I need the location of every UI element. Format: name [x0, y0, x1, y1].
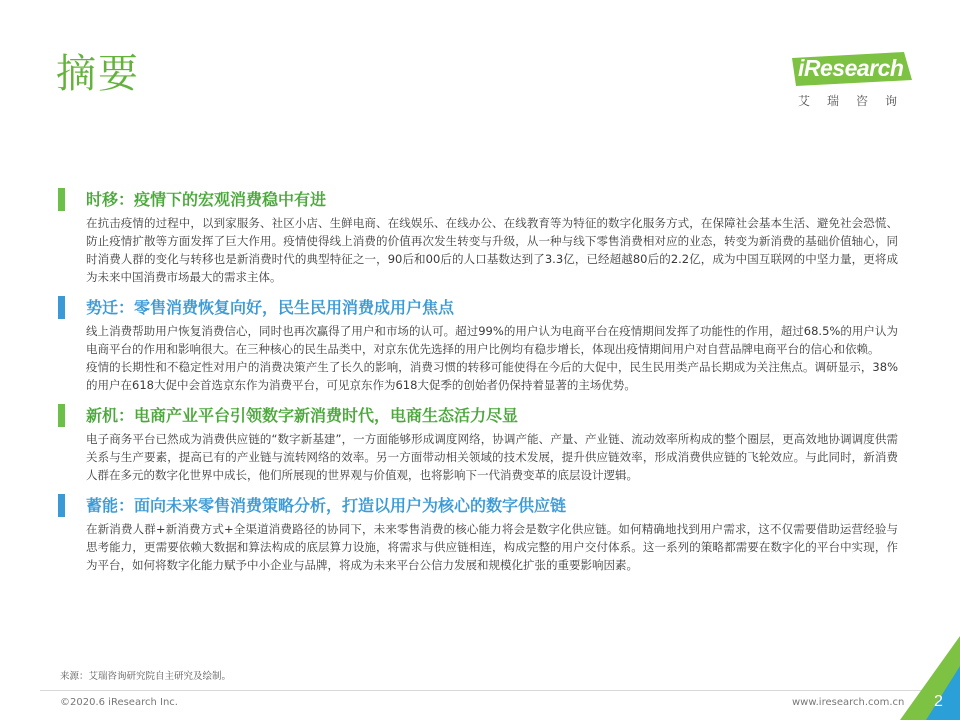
section-body: 线上消费帮助用户恢复消费信心，同时也再次赢得了用户和市场的认可。超过99%的用户认为电商平台在疫情期间发挥了功能性的作用，超过68.5%的用户认为电商平台的作用和影响很大。在三种核心的民生品类中，对京东优先选择的用户比例均有稳步增长，体现出疫情期间用户对自营品牌电商平台的信心和依赖。 疫情的长期性和不稳定性对用户的消费决策产生了长久的影响，消费习惯的转移可能使得在今后的大促中，民生民用类产品长期成为关注焦点。调研显示，38%的用户在618大促中会首选京东作为消费平台，可见京东作为618大促季的创始者仍保持着显著的主场优势。	[86, 324, 898, 392]
summary-sections	[58, 188, 898, 584]
footer-divider	[40, 690, 922, 691]
page-number: 2	[934, 693, 943, 710]
section-body: 在抗击疫情的过程中，以到家服务、社区小店、生鲜电商、在线娱乐、在线办公、在线教育等为特征的数字化服务方式，在保障社会基本生活、避免社会恐慌、防止疫情扩散等方面发挥了巨大作用。疫情使得线上消费的价值再次发生转变与升级，从一种与线下零售消费相对应的业态，转变为新消费的基础价值轴心，同时消费人群的变化与转移也是新消费时代的典型特征之一，90后和00后的人口基数达到了3.3亿，已经超越80后的2.2亿，成为中国互联网的中坚力量，更将成为未来中国消费市场最大的需求主体。	[86, 216, 898, 284]
corner-decoration-icon	[900, 636, 960, 720]
section-accent-bar	[58, 296, 65, 319]
section-accent-bar	[58, 404, 65, 427]
section-title: 势迁：零售消费恢复向好，民生民用消费成用户焦点	[86, 298, 455, 317]
source-note: 来源：艾瑞咨询研究院自主研究及绘制。	[60, 671, 232, 682]
section-accent-bar	[58, 494, 65, 517]
website-link[interactable]: www.iresearch.com.cn	[792, 697, 905, 708]
section-body: 电子商务平台已然成为消费供应链的“数字新基建”，一方面能够形成调度网络，协调产能、产量、产业链、流动效率所构成的整个圈层，更高效地协调调度供需关系与生产要素，提高已有的产业链与流转网络的效率。另一方面带动相关领域的技术发展，提升供应链效率，形成消费供应链的飞轮效应。与此同时，新消费人群在多元的数字化世界中成长，他们所展现的世界观与价值观，也将影响下一代消费变革的底层设计逻辑。	[86, 432, 898, 482]
page-title: 摘要	[56, 51, 140, 97]
summary-section	[58, 404, 898, 484]
summary-section	[58, 494, 898, 574]
summary-section	[58, 296, 898, 394]
section-accent-bar	[58, 188, 65, 211]
section-title: 时移：疫情下的宏观消费稳中有进	[86, 190, 327, 209]
logo-text: iResearch	[798, 55, 904, 81]
section-title: 蓄能：面向未来零售消费策略分析，打造以用户为核心的数字供应链	[86, 496, 567, 515]
iresearch-logo	[792, 52, 916, 112]
section-title: 新机：电商产业平台引领数字新消费时代，电商生态活力尽显	[86, 406, 519, 425]
logo-subtitle: 艾瑞咨询	[798, 94, 915, 108]
section-body: 在新消费人群+新消费方式+全渠道消费路径的协同下，未来零售消费的核心能力将会是数字化供应链。如何精确地找到用户需求，这不仅需要借助运营经验与思考能力，更需要依赖大数据和算法构成的底层算力设施，将需求与供应链相连，构成完整的用户交付体系。这一系列的策略都需要在数字化的平台中实现，作为平台，如何将数字化能力赋予中小企业与品牌，将成为未来平台公信力发展和规模化扩张的重要影响因素。	[86, 522, 898, 572]
copyright-text: ©2020.6 iResearch Inc.	[60, 697, 178, 708]
summary-section	[58, 188, 898, 286]
